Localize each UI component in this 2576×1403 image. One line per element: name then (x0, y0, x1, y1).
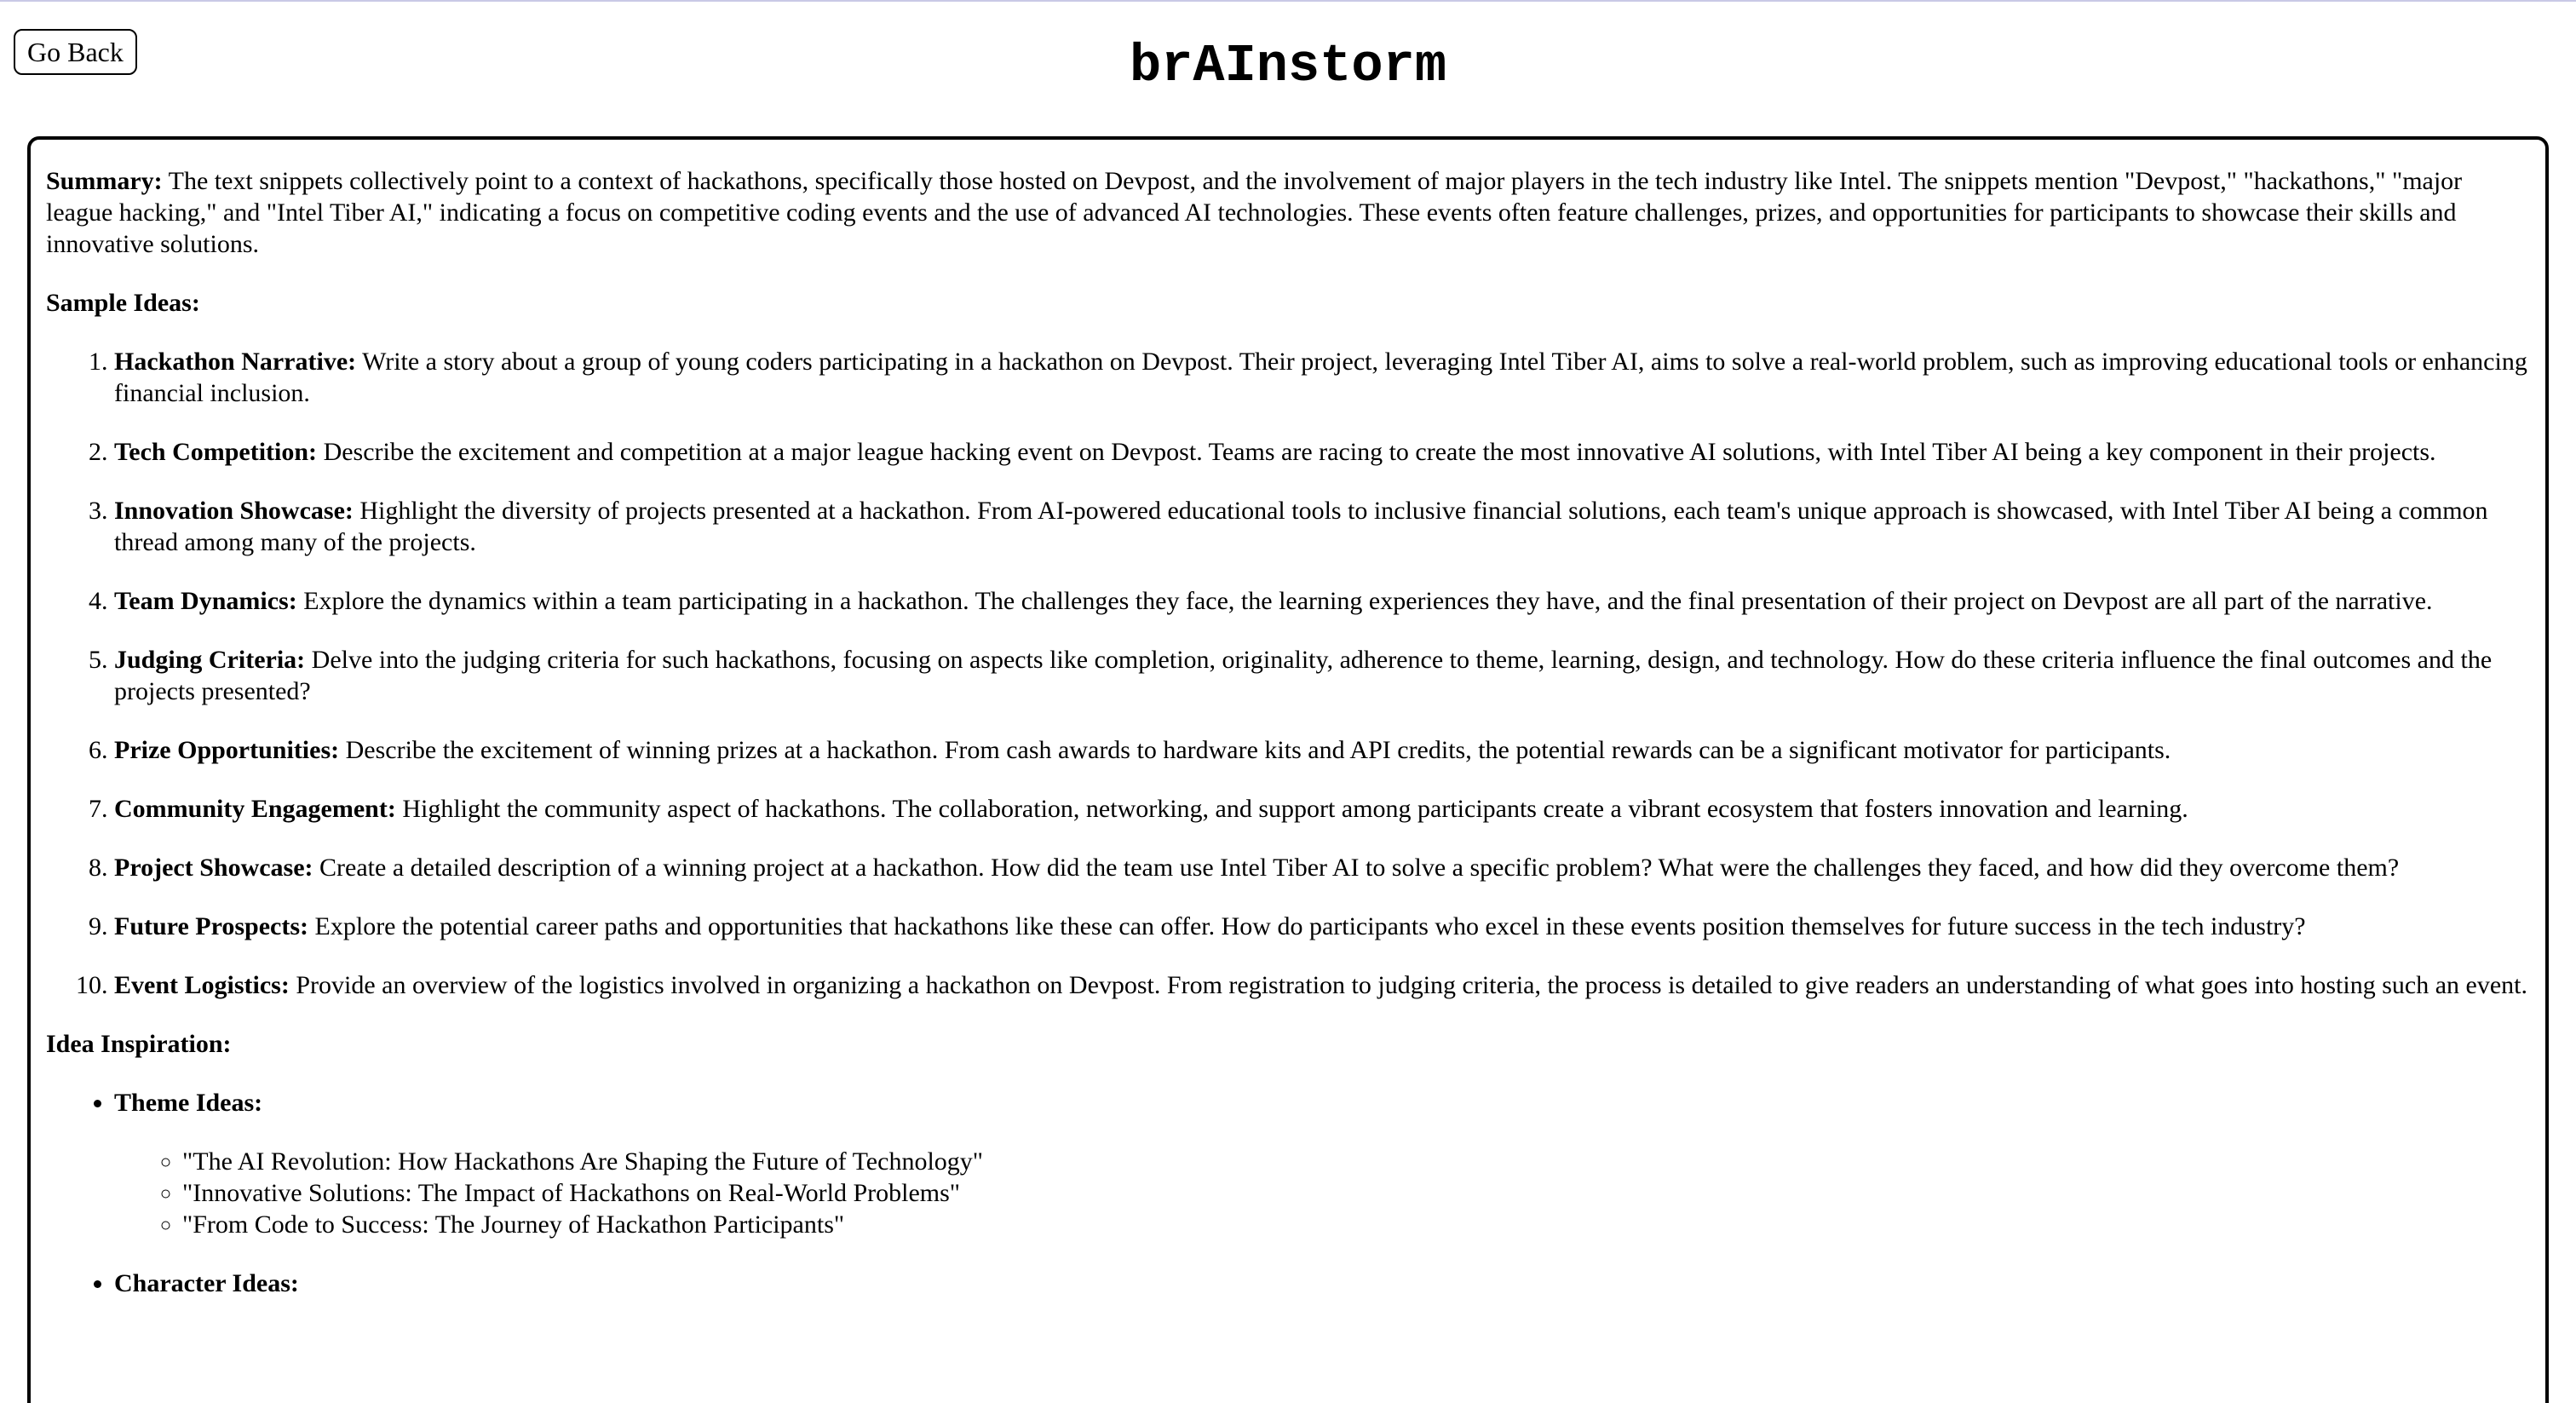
idea-text: Delve into the judging criteria for such hackathons, focusing on aspects like completion, originality, adherence to theme, learning, design, and technology. How do these criteria influence the final outcomes and the projects presented? (114, 646, 2493, 705)
app-title: brAInstorm (1129, 36, 1447, 96)
idea-title: Tech Competition: (114, 438, 318, 466)
idea-title: Event Logistics: (114, 971, 290, 999)
inspiration-list (46, 1087, 2530, 1299)
idea-item (114, 585, 2530, 617)
idea-title: Team Dynamics: (114, 587, 297, 615)
inspiration-group (114, 1087, 2530, 1240)
idea-title: Judging Criteria: (114, 646, 306, 674)
idea-title: Innovation Showcase: (114, 497, 354, 525)
summary-text: The text snippets collectively point to a context of hackathons, specifically those hosted on Devpost, and the involvement of major players in the tech industry like Intel. The snippets mention "Devpost," "hackathons," "major league hacking," and "Intel Tiber AI," indicating a focus on competitive coding events and the use of advanced AI technologies. These events often feature challenges, prizes, and opportunities for participants to showcase their skills and innovative solutions. (46, 167, 2463, 258)
idea-title: Prize Opportunities: (114, 736, 340, 764)
idea-title: Hackathon Narrative: (114, 348, 357, 376)
idea-item (114, 436, 2530, 468)
idea-text: Explore the potential career paths and opportunities that hackathons like these can offer. How do participants who excel in these events position themselves for future success in the tech industry? (308, 912, 2306, 940)
idea-text: Describe the excitement and competition at a major league hacking event on Devpost. Teams are racing to create the most innovative AI solutions, with Intel Tiber AI being a key component in their projects. (317, 438, 2436, 466)
go-back-button[interactable]: Go Back (14, 29, 137, 75)
summary-paragraph (46, 165, 2530, 260)
inspiration-group (114, 1268, 2530, 1299)
idea-title: Community Engagement: (114, 795, 396, 823)
theme-ideas-list (114, 1146, 2530, 1240)
inspiration-group-title: • Character Ideas: (114, 1269, 299, 1297)
sample-ideas-list (46, 346, 2530, 1001)
idea-text: Write a story about a group of young coders participating in a hackathon on Devpost. Their project, leveraging Intel Tiber AI, aims to solve a real-world problem, such as improving educational tools or enhancing financial inclusion. (114, 348, 2527, 407)
sample-ideas-heading: Sample Ideas: (46, 289, 200, 317)
idea-text: Highlight the diversity of projects presented at a hackathon. From AI-powered educational tools to inclusive financial solutions, each team's unique approach is showcased, with Intel Tiber AI being a common thread among many of the projects. (114, 497, 2488, 556)
idea-item (114, 852, 2530, 883)
idea-inspiration-heading: Idea Inspiration: (46, 1030, 232, 1058)
idea-title: Future Prospects: (114, 912, 309, 940)
theme-idea-item: ◦ "From Code to Success: The Journey of Hackathon Participants" (182, 1209, 2530, 1240)
idea-text: Create a detailed description of a winning project at a hackathon. How did the team use Intel Tiber AI to solve a specific problem? What were the challenges they faced, and how did they overcome them? (313, 854, 2400, 882)
idea-text: Describe the excitement of winning prizes at a hackathon. From cash awards to hardware kits and API credits, the potential rewards can be a significant motivator for participants. (339, 736, 2171, 764)
window-top-border (0, 0, 2576, 2)
idea-item (114, 734, 2530, 766)
idea-item (114, 346, 2530, 409)
idea-item (114, 793, 2530, 825)
idea-item (114, 911, 2530, 942)
summary-label: Summary: (46, 167, 163, 195)
idea-item (114, 969, 2530, 1001)
results-panel[interactable] (27, 136, 2549, 1403)
idea-title: Project Showcase: (114, 854, 313, 882)
inspiration-group-title: • Theme Ideas: (114, 1089, 263, 1117)
idea-text: Provide an overview of the logistics involved in organizing a hackathon on Devpost. From registration to judging criteria, the process is detailed to give readers an understanding of what goes into hosting such an event. (289, 971, 2527, 999)
idea-item (114, 644, 2530, 707)
idea-text: Highlight the community aspect of hackathons. The collaboration, networking, and support among participants create a vibrant ecosystem that fosters innovation and learning. (395, 795, 2188, 823)
idea-text: Explore the dynamics within a team participating in a hackathon. The challenges they face, the learning experiences they have, and the final presentation of their project on Devpost are all part of the narrative. (296, 587, 2433, 615)
theme-idea-item: ◦ "The AI Revolution: How Hackathons Are Shaping the Future of Technology" (182, 1146, 2530, 1177)
theme-idea-item: ◦ "Innovative Solutions: The Impact of Hackathons on Real-World Problems" (182, 1177, 2530, 1209)
idea-item (114, 495, 2530, 558)
